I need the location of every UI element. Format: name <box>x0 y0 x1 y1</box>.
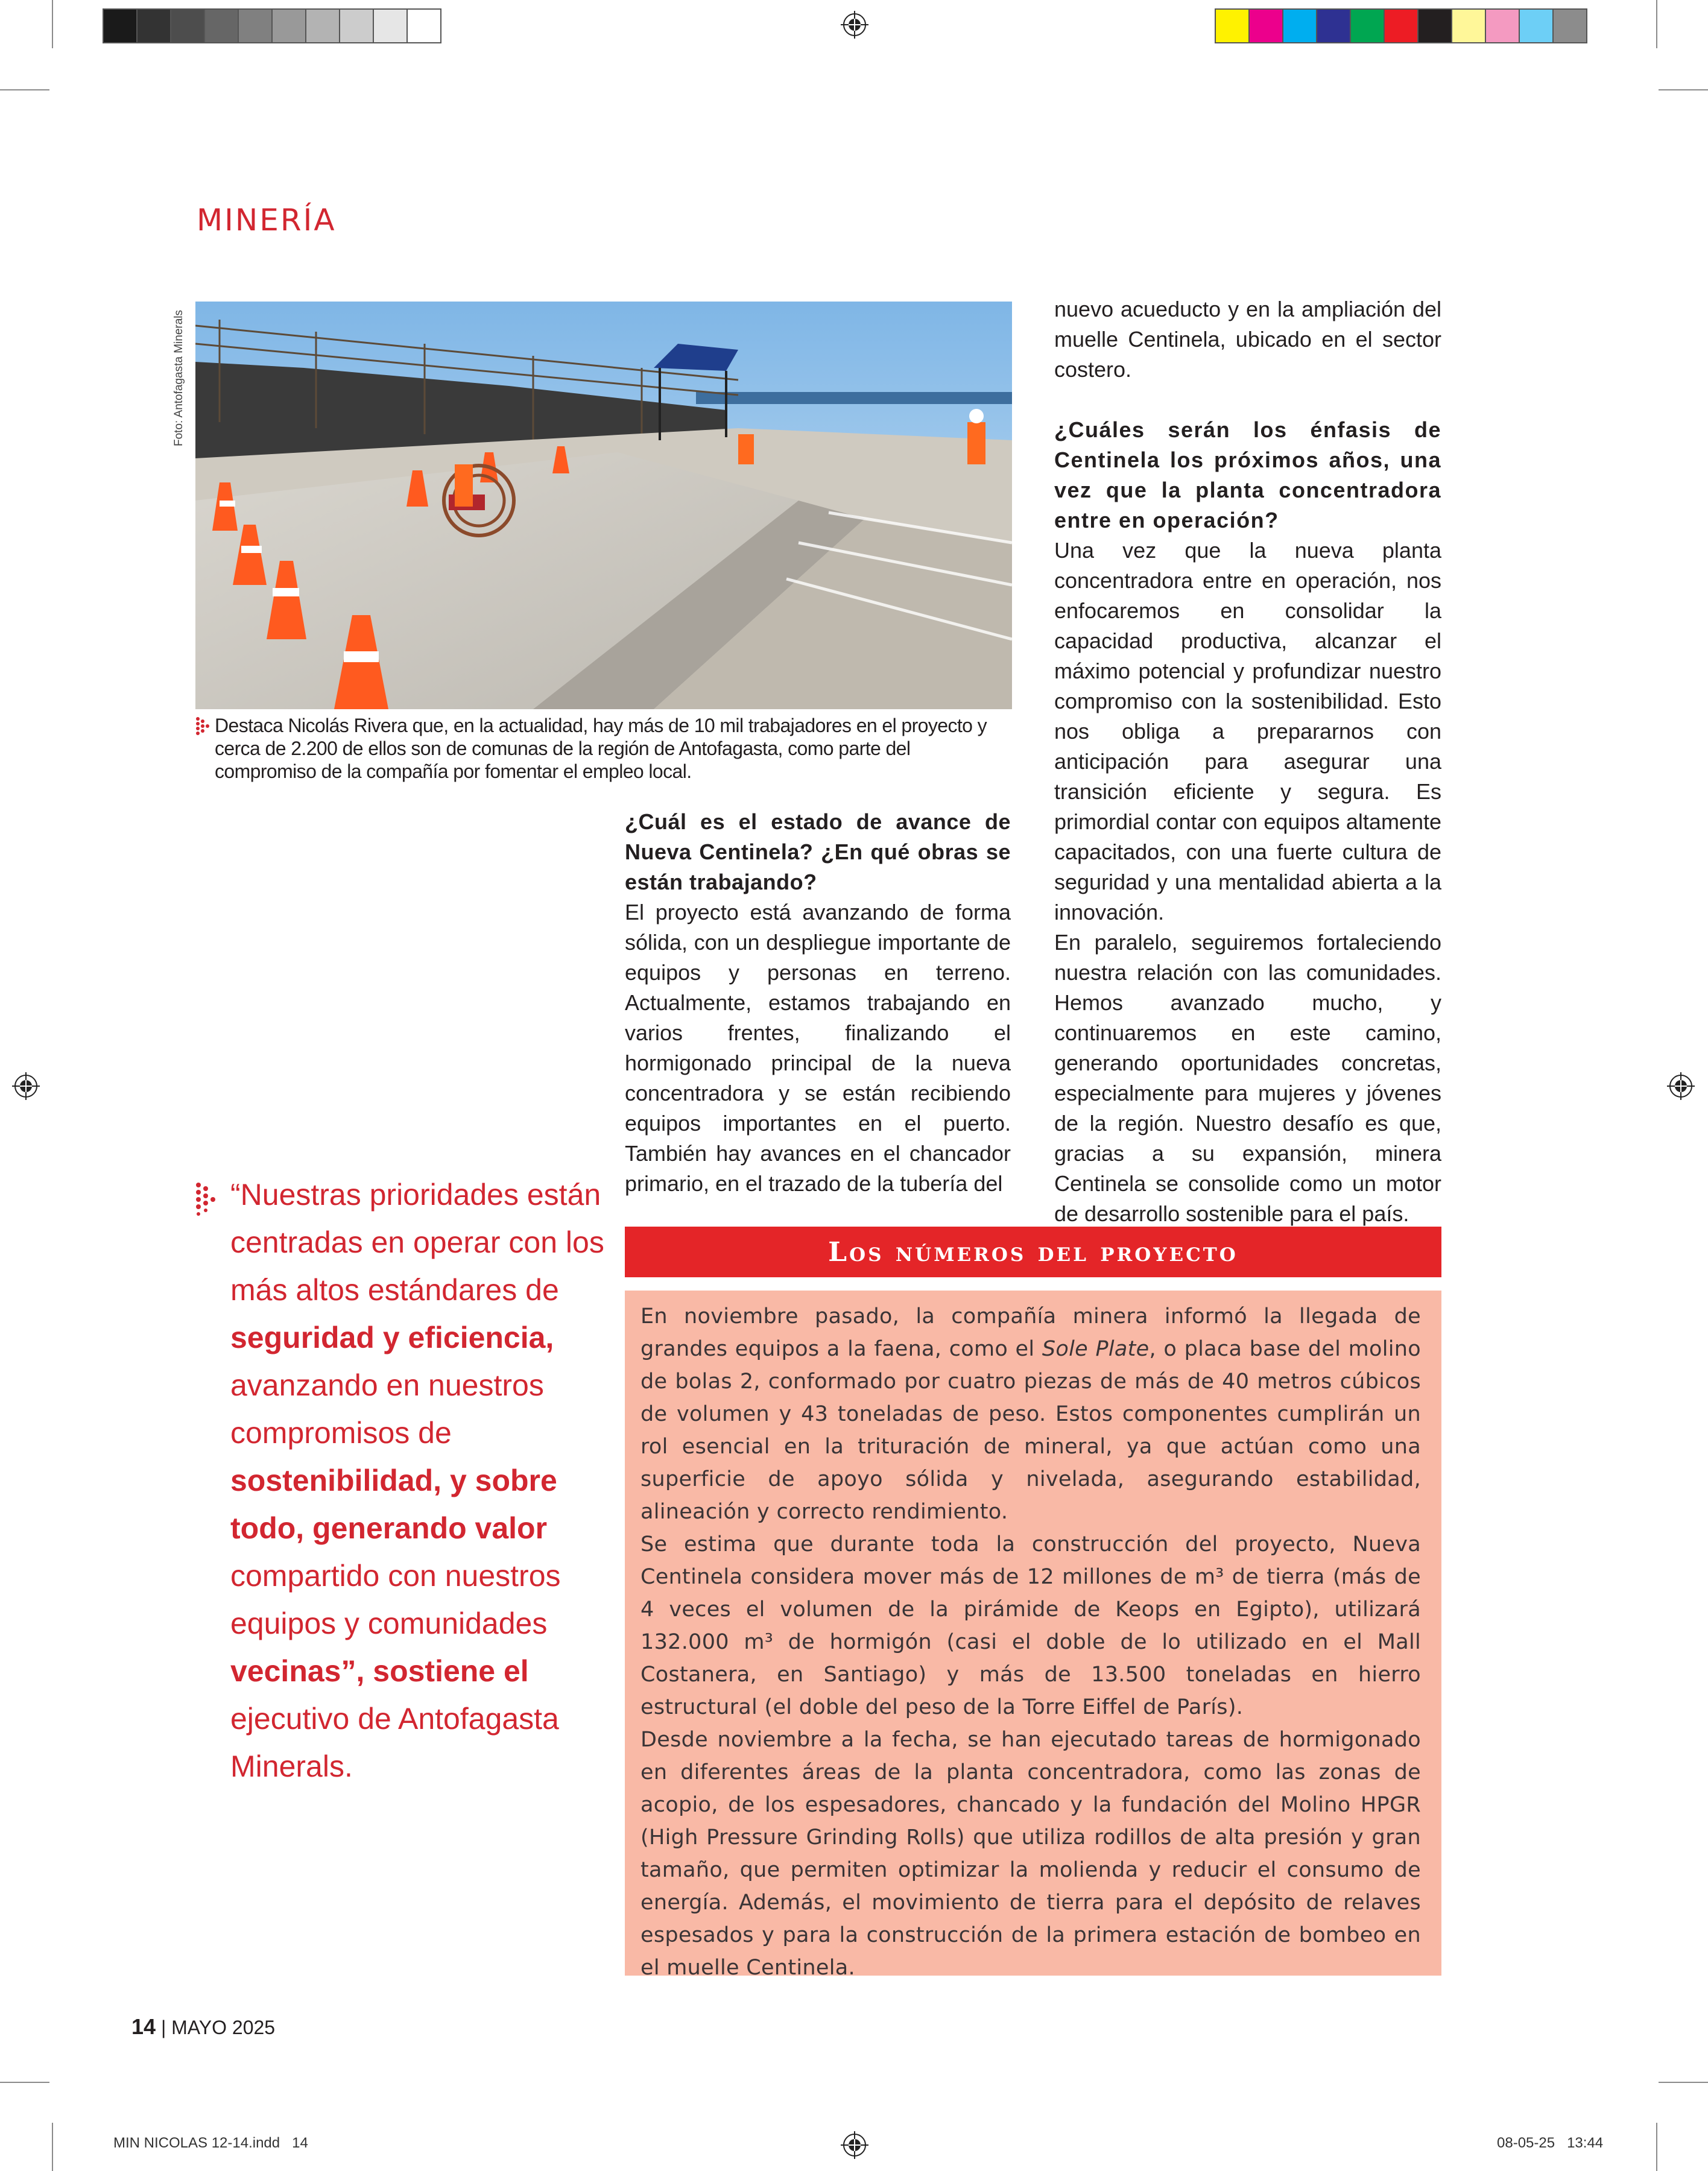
photo-caption: Destaca Nicolás Rivera que, en la actualidad, hay más de 10 mil trabajadores en el proyecto y cerca de 2.200 de ellos son de comunas de la región de Antofagasta, como parte del compromiso de la compañía por fomentar el empleo local. <box>215 715 987 782</box>
process-color-bar <box>1216 8 1587 43</box>
answer-2-paragraph-1: Una vez que la nueva planta concentradora entre en operación, nos enfocaremos en consolidar la capacidad productiva, alcanzar el máximo potencial y profundizar nuestro compromiso con la sostenibilidad. Esto nos obliga a prepararnos con anticipación para asegurar una transición eficiente y segura. Es primordial contar con equipos altamente capacitados, con una fuerte cultura de seguridad y una mentalidad abierta a la innovación. <box>1054 538 1441 924</box>
crop-mark <box>52 0 53 48</box>
registration-mark-icon <box>1667 1072 1695 1100</box>
pull-quote-part: ejecutivo de Antofagasta Minerals. <box>230 1702 559 1783</box>
question-2: ¿Cuáles serán los énfasis de Centinela los próximos años, una vez que la planta concentradora entre en operación? <box>1054 417 1441 532</box>
crop-mark <box>1659 89 1708 90</box>
photo-credit <box>172 302 191 446</box>
photo-credit-text: Foto: Antofagasta Minerals <box>172 309 185 446</box>
grayscale-color-bar <box>104 8 441 43</box>
answer-2-paragraph-2: En paralelo, seguiremos fortaleciendo nuestra relación con las comunidades. Hemos avanzado mucho, y continuaremos en este camino, generando oportunidades concretas, especialmente para mujeres y jóvenes de la región. Nuestro desafío es que, gracias a su expansión, minera Centinela se consolide como un motor de desarrollo sostenible para el país. <box>1054 930 1441 1226</box>
numbers-box-body <box>625 1291 1441 1980</box>
pull-quote-emphasis: seguridad y eficiencia, <box>230 1321 554 1354</box>
folio-separator: | <box>160 2017 166 2038</box>
issue-date: MAYO 2025 <box>171 2017 276 2038</box>
question-1: ¿Cuál es el estado de avance de Nueva Centinela? ¿En qué obras se están trabajando? <box>625 809 1011 894</box>
pull-quote-part: avanzando en nuestros compromisos de <box>230 1368 544 1450</box>
answer-1: El proyecto está avanzando de forma sólida, con un despliegue importante de equipos y personas en terreno. Actualmente, estamos trabajando en varios frentes, finalizando el hormigonado principal de la nueva concentradora y se están recibiendo equipos importantes en el puerto. También hay avances en el chancador primario, en el trazado de la tubería del <box>625 900 1011 1196</box>
page-number: 14 <box>131 2014 156 2039</box>
crop-mark <box>1656 0 1657 48</box>
registration-mark-icon <box>12 1072 40 1100</box>
answer-continuation: nuevo acueducto y en la ampliación del muelle Centinela, ubicado en el sector costero. <box>1054 297 1441 382</box>
numbers-box-paragraph: Se estima que durante toda la construcción del proyecto, Nueva Centinela considera mover más de 12 millones de m³ de tierra (más de 4 veces el volumen de la pirámide de Keops en Egipto), utilizará 132.000 m³ de hormigón (casi el doble de lo utilizado en el Mall Costanera, en Santiago) y más de 13.500 toneladas en hierro estructural (el doble del peso de la Torre Eiffel de París). <box>640 1532 1421 1719</box>
crop-mark <box>0 89 49 90</box>
crop-mark <box>0 2082 49 2083</box>
pull-quote-emphasis: vecinas”, sostiene el <box>230 1654 529 1688</box>
crop-mark <box>1656 2123 1657 2171</box>
crop-mark <box>1659 2082 1708 2083</box>
pull-quote-part: “Nuestras prioridades están centradas en operar con los más altos estándares de <box>230 1178 604 1307</box>
numbers-box-title: Los números del proyecto <box>828 1236 1238 1268</box>
caption-bullet-icon <box>195 716 212 737</box>
numbers-box-text: , o placa base del molino de bolas 2, conformado por cuatro piezas de más de 40 metros cúbicos de volumen y 43 toneladas de peso. Estos componentes cumplirán un rol esencial en la trituración de mineral, ya que actúan como una superficie de apoyo sólida y nivelada, asegurando estabilidad, alineación y correcto rendimiento. <box>640 1337 1421 1524</box>
slug-date: 08-05-25 13:44 <box>1497 2135 1604 2151</box>
section-label: MINERÍA <box>197 203 337 238</box>
folio <box>131 2014 275 2040</box>
middle-column <box>625 807 1011 1199</box>
right-column <box>1054 294 1441 1229</box>
numbers-box-paragraph <box>640 1300 1421 1528</box>
slug-file: MIN NICOLAS 12-14.indd 14 <box>113 2135 308 2151</box>
registration-mark-icon <box>841 11 868 39</box>
pull-quote-emphasis: sostenibilidad, y sobre todo, generando valor <box>230 1464 557 1545</box>
quote-bullet-icon <box>195 1182 220 1216</box>
numbers-box-italic: Sole Plate <box>1042 1337 1150 1361</box>
pull-quote <box>230 1171 604 1790</box>
numbers-box-header <box>625 1227 1441 1277</box>
numbers-box-text: En noviembre pasado, la compañía minera informó la llegada de grandes equipos a la faena, como el <box>640 1304 1421 1361</box>
pull-quote-part: compartido con nuestros equipos y comunidades <box>230 1559 561 1640</box>
numbers-box-paragraph: Desde noviembre a la fecha, se han ejecutado tareas de hormigonado en diferentes áreas de la planta concentradora, como las zonas de acopio, de los espesadores, chancado y la fundación del Molino HPGR (High Pressure Grinding Rolls) que utiliza rodillos de alta presión y gran tamaño, que permiten optimizar la molienda y reducir el consumo de energía. Además, el movimiento de tierra para el depósito de relaves espesados y para la construcción de la primera estación de bombeo en el muelle Centinela. <box>640 1728 1421 1980</box>
crop-mark <box>52 2123 53 2171</box>
construction-site-photo <box>195 302 1012 709</box>
registration-mark-icon <box>841 2131 868 2159</box>
